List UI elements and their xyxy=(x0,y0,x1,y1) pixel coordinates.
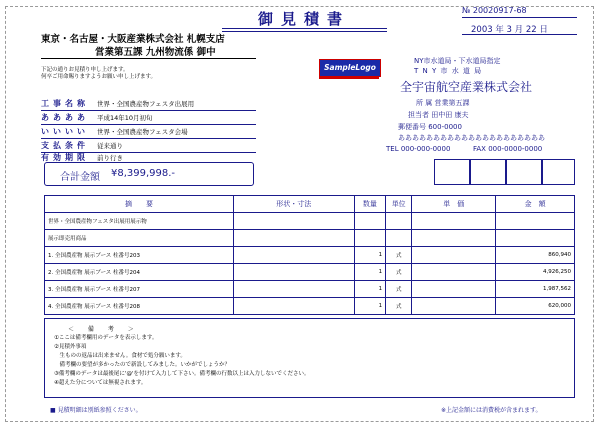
info-value: 平成14年10月初旬 xyxy=(97,114,153,122)
item-quantity: 1 xyxy=(354,247,385,264)
company-address: あああああああああああああああああああああ xyxy=(398,134,545,142)
item-description: 4. 全国農産物 展示ブース 柱番号208 xyxy=(45,298,234,315)
item-unit: 式 xyxy=(386,281,412,298)
item-spec xyxy=(233,298,354,315)
info-value: 世界・全国農産物フェスタ会場 xyxy=(97,128,188,136)
item-amount: 860,940 xyxy=(496,247,575,264)
total-amount-label: 合計金額 xyxy=(60,172,100,183)
table-row xyxy=(45,230,575,247)
table-row xyxy=(45,281,575,298)
column-header: 形状・寸法 xyxy=(233,196,354,213)
table-header-row xyxy=(45,196,575,213)
info-value: 世界・全国農産物フェスタ出展用 xyxy=(97,100,195,108)
item-unit-price xyxy=(412,264,496,281)
info-rule xyxy=(41,110,256,111)
info-label: 支払条件 xyxy=(41,141,89,150)
title-underline-double xyxy=(222,31,387,32)
footer-note-left: ■ 見積明細は別紙参照ください。 xyxy=(50,407,142,414)
title-underline xyxy=(222,28,387,29)
remarks-heading: ＜ 備 考 ＞ xyxy=(68,326,140,333)
item-amount xyxy=(496,213,575,230)
item-unit: 式 xyxy=(386,264,412,281)
stamp-box xyxy=(434,159,470,185)
remarks-line: 生ものの返品は出来ません。食材で処分願います。 xyxy=(54,353,186,359)
item-unit-price xyxy=(412,298,496,315)
logo-accent-bar xyxy=(319,76,379,79)
item-unit: 式 xyxy=(386,247,412,264)
company-contact-person: 担当者 田中田 康夫 xyxy=(408,111,469,119)
info-label: 工事名称 xyxy=(41,99,89,108)
client-department: 営業第五課 九州物流係 御中 xyxy=(95,47,216,58)
remarks-line: ①ここは備考欄用のデータを表示します。 xyxy=(54,335,158,341)
item-unit-price xyxy=(412,247,496,264)
document-date: 2003 年 3 月 22 日 xyxy=(471,25,548,35)
item-unit-price xyxy=(412,281,496,298)
item-unit xyxy=(386,213,412,230)
info-row-project xyxy=(41,98,194,109)
item-quantity xyxy=(354,213,385,230)
company-designation-1: NY市水道局・下水道局指定 xyxy=(414,57,501,65)
item-quantity xyxy=(354,230,385,247)
item-description: 3. 全国農産物 展示ブース 柱番号207 xyxy=(45,281,234,298)
info-rule xyxy=(41,138,256,139)
info-row-payment xyxy=(41,140,123,151)
document-number: № 20020917-68 xyxy=(462,6,527,15)
company-logo: SampleLogo xyxy=(319,59,381,77)
client-underline xyxy=(41,58,256,59)
item-unit-price xyxy=(412,230,496,247)
company-fax: FAX 000-0000-0000 xyxy=(473,145,543,153)
info-value: 前り行き xyxy=(97,154,123,162)
total-amount-value: ¥8,399,998.- xyxy=(111,168,176,179)
info-label: 有効期限 xyxy=(41,153,89,162)
remarks-line: ②見積外事項 xyxy=(54,344,87,350)
greeting-line-2: 何卒ご用命賜りますようお願い申し上げます。 xyxy=(41,74,157,80)
table-row xyxy=(45,247,575,264)
item-spec xyxy=(233,281,354,298)
stamp-box xyxy=(470,159,506,185)
item-unit: 式 xyxy=(386,298,412,315)
table-row xyxy=(45,213,575,230)
company-name: 全宇宙航空産業株式会社 xyxy=(400,80,533,94)
remarks-line: ③備考欄のデータは最後尾に'@'を付けて入力して下さい。備考欄の行数以上は入力しないでください。 xyxy=(54,371,310,377)
remarks-line: ④超えた分については無視されます。 xyxy=(54,380,147,386)
info-label: ああああ xyxy=(41,113,89,122)
column-header: 数量 xyxy=(354,196,385,213)
info-rule xyxy=(41,124,256,125)
item-quantity: 1 xyxy=(354,298,385,315)
company-tel: TEL 000-000-0000 xyxy=(386,145,451,153)
item-spec xyxy=(233,230,354,247)
table-row xyxy=(45,264,575,281)
document-title: 御見積書 xyxy=(258,10,351,28)
info-row-venue xyxy=(41,126,188,137)
company-designation-2: T N Y 市 水 道 局 xyxy=(414,67,483,75)
item-description: 2. 全国農産物 展示ブース 柱番号204 xyxy=(45,264,234,281)
item-spec xyxy=(233,213,354,230)
item-amount xyxy=(496,230,575,247)
item-quantity: 1 xyxy=(354,281,385,298)
info-value: 従来通り xyxy=(97,142,123,150)
item-description: 1. 全国農産物 展示ブース 柱番号203 xyxy=(45,247,234,264)
item-description: 展示即売用商品 xyxy=(45,230,234,247)
document-number-rule xyxy=(462,17,577,18)
stamp-box xyxy=(506,159,542,185)
client-company: 東京・名古屋・大阪産業株式会社 札幌支店 xyxy=(41,34,225,45)
column-header: 摘 要 xyxy=(45,196,234,213)
table-row xyxy=(45,298,575,315)
item-amount: 4,926,250 xyxy=(496,264,575,281)
item-description: 世界・全国農産物フェスタ出展用展示物 xyxy=(45,213,234,230)
column-header: 金 額 xyxy=(496,196,575,213)
company-postal-code: 郵便番号 600-0000 xyxy=(398,123,462,131)
item-spec xyxy=(233,247,354,264)
company-department: 所 属 営業第五課 xyxy=(416,99,470,107)
item-amount: 620,000 xyxy=(496,298,575,315)
item-amount: 1,987,562 xyxy=(496,281,575,298)
column-header: 単 価 xyxy=(412,196,496,213)
document-date-rule xyxy=(462,34,577,35)
greeting-line-1: 下記の通りお見積り申し上げます。 xyxy=(41,67,129,73)
footer-note-right: ※上記金額には消費税が含まれます。 xyxy=(441,407,542,414)
item-unit-price xyxy=(412,213,496,230)
column-header: 単位 xyxy=(386,196,412,213)
line-items-table xyxy=(44,195,575,315)
info-label: いいいい xyxy=(41,127,89,136)
stamp-box xyxy=(542,159,575,185)
item-unit xyxy=(386,230,412,247)
info-row-period xyxy=(41,112,153,123)
item-spec xyxy=(233,264,354,281)
remarks-line: 備考欄の要望が多かったので新設してみました。いかがでしょうか？ xyxy=(54,362,231,368)
item-quantity: 1 xyxy=(354,264,385,281)
